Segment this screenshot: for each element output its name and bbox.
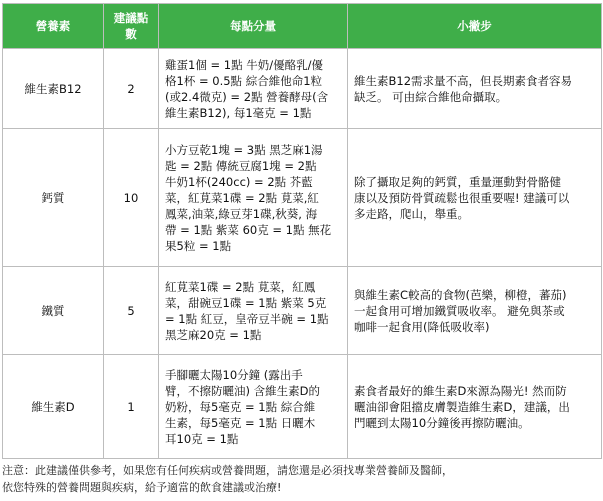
serving-cell: 小方豆乾1塊 = 3點 黑芝麻1湯 匙 = 2點 傳統豆腐1塊 = 2點 牛奶1杯(240cc) = 2點 芥藍 菜，紅莧菜1碟 = 2點 莧菜,紅 鳳菜,油菜,綠豆芽1碟,秋葵, 海 帶 = 1點 紫菜 60克 = 1點 無花 果5粒 = 1點 <box>159 129 348 267</box>
tip-cell: 與維生素C較高的食物(芭樂，柳橙，蕃茄) 一起食用可增加鐵質吸收率。 避免與茶或 咖啡一起食用(降低吸收率) <box>348 267 602 355</box>
tip-cell: 除了攝取足夠的鈣質，重量運動對骨骼健 康以及預防骨質疏鬆也很重要喔! 建議可以 多走路，爬山，舉重。 <box>348 129 602 267</box>
serving-cell: 雞蛋1個 = 1點 牛奶/優酪乳/優 格1杯 = 0.5點 綜合維他命1粒 (或2.4微克) = 2點 營養酵母(含 維生素B12), 每1毫克 = 1點 <box>159 49 348 129</box>
header-tip: 小撇步 <box>348 4 602 49</box>
table-row <box>3 49 602 129</box>
points-cell: 1 <box>104 355 159 459</box>
disclaimer-line: 注意：此建議僅供參考，如果您有任何疾病或營養問題，請您還是必須找專業營養師及醫師， <box>2 464 453 477</box>
points-cell: 10 <box>104 129 159 267</box>
disclaimer-note <box>2 462 601 496</box>
header-points: 建議點 數 <box>104 4 159 49</box>
table-row <box>3 129 602 267</box>
nutrient-cell: 鐵質 <box>3 267 104 355</box>
table-row <box>3 267 602 355</box>
points-cell: 2 <box>104 49 159 129</box>
serving-cell: 紅莧菜1碟 = 2點 莧菜，紅鳳 菜，甜碗豆1碟 = 1點 紫菜 5克 = 1點 紅豆，皇帝豆半碗 = 1點 黑芝麻20克 = 1點 <box>159 267 348 355</box>
disclaimer-line: 依您特殊的營養問題與疾病，給予適當的飲食建議或治療! <box>2 481 282 494</box>
header-serving: 每點分量 <box>159 4 348 49</box>
points-cell: 5 <box>104 267 159 355</box>
tip-cell: 維生素B12需求量不高，但長期素食者容易 缺乏。 可由綜合維他命攝取。 <box>348 49 602 129</box>
nutrition-table <box>2 3 602 459</box>
nutrient-cell: 維生素D <box>3 355 104 459</box>
nutrient-cell: 鈣質 <box>3 129 104 267</box>
tip-cell: 素食者最好的維生素D來源為陽光! 然而防 曬油卻會阻擋皮膚製造維生素D，建議，出 門曬到太陽10分鐘後再擦防曬油。 <box>348 355 602 459</box>
nutrient-cell: 維生素B12 <box>3 49 104 129</box>
header-nutrient: 營養素 <box>3 4 104 49</box>
serving-cell: 手腳曬太陽10分鐘 (露出手 臂，不擦防曬油) 含維生素D的 奶粉，每5毫克 = 1點 綜合維 生素，每5毫克 = 1點 日曬木 耳10克 = 1點 <box>159 355 348 459</box>
table-header-row <box>3 4 602 49</box>
table-row <box>3 355 602 459</box>
